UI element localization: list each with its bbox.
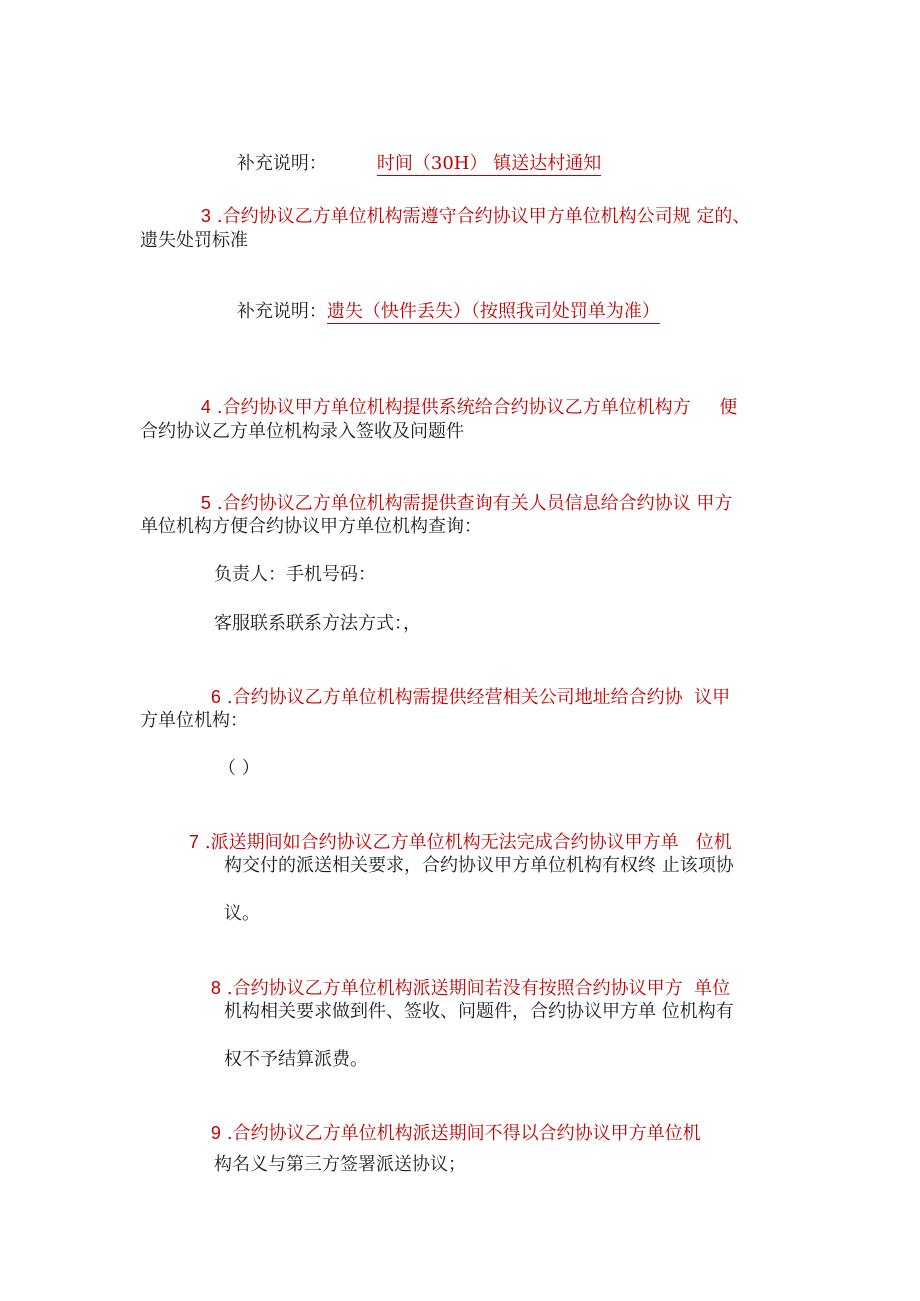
clause-3 <box>178 180 750 253</box>
note-value: 时间（30H） 镇送达村通知 <box>376 153 602 174</box>
clause-9-continuation: 构名义与第三方签署派送协议； <box>214 1154 466 1175</box>
clause-7-continuation-1: 构交付的派送相关要求，合约协议甲方单位机构有权终 止该项协 <box>224 855 734 876</box>
clause-5-continuation: 单位机构方便合约协议甲方单位机构查询： <box>140 516 482 537</box>
clause-4-continuation: 合约协议乙方单位机构录入签收及问题件 <box>140 421 464 442</box>
clause-number: 6 <box>210 687 221 707</box>
customer-service-line: 客服联系联系方法方式：， <box>214 613 421 634</box>
clause-number: 4 <box>200 397 211 417</box>
supplement-note-2 <box>214 276 660 348</box>
clause-text: .合约协议乙方单位机构派送期间若没有按照合约协议甲方 单位 <box>226 978 731 999</box>
clause-number: 9 <box>210 1123 221 1143</box>
clause-6-continuation: 方单位机构： <box>140 710 248 731</box>
clause-text: .合约协议乙方单位机构需遵守合约协议甲方单位机构公司规 定的、 <box>216 206 751 227</box>
note-value: 遗失（快件丢失）（按照我司处罚单为准） <box>326 301 660 322</box>
clause-number: 8 <box>210 978 221 998</box>
clause-number: 7 <box>188 832 199 852</box>
clause-text: .合约协议乙方单位机构需提供查询有关人员信息给合约协议 甲方 <box>216 493 733 514</box>
clause-text: .合约协议乙方单位机构需提供经营相关公司地址给合约协 议甲 <box>226 687 731 708</box>
clause-number: 5 <box>200 493 211 513</box>
clause-6 <box>188 661 730 734</box>
clause-3-continuation: 遗失处罚标准 <box>140 230 248 251</box>
note-label: 补充说明： <box>236 153 327 174</box>
clause-text: .合约协议乙方单位机构派送期间不得以合约协议甲方单位机 <box>226 1123 701 1144</box>
clause-text: .合约协议甲方单位机构提供系统给合约协议乙方单位机构方 便 <box>216 397 738 418</box>
clause-number: 3 <box>200 206 211 226</box>
clause-8-continuation-2: 权不予结算派费。 <box>224 1049 368 1070</box>
blank-parentheses: （ ） <box>218 758 260 779</box>
clause-8-continuation-1: 机构相关要求做到件、签收、问题件，合约协议甲方单 位机构有 <box>224 1001 734 1022</box>
contact-person-line: 负责人：手机号码： <box>214 564 376 585</box>
note-label: 补充说明： <box>236 301 327 322</box>
clause-7-continuation-2: 议。 <box>224 903 260 924</box>
clause-text: .派送期间如合约协议乙方单位机构无法完成合约协议甲方单 位机 <box>204 832 732 853</box>
